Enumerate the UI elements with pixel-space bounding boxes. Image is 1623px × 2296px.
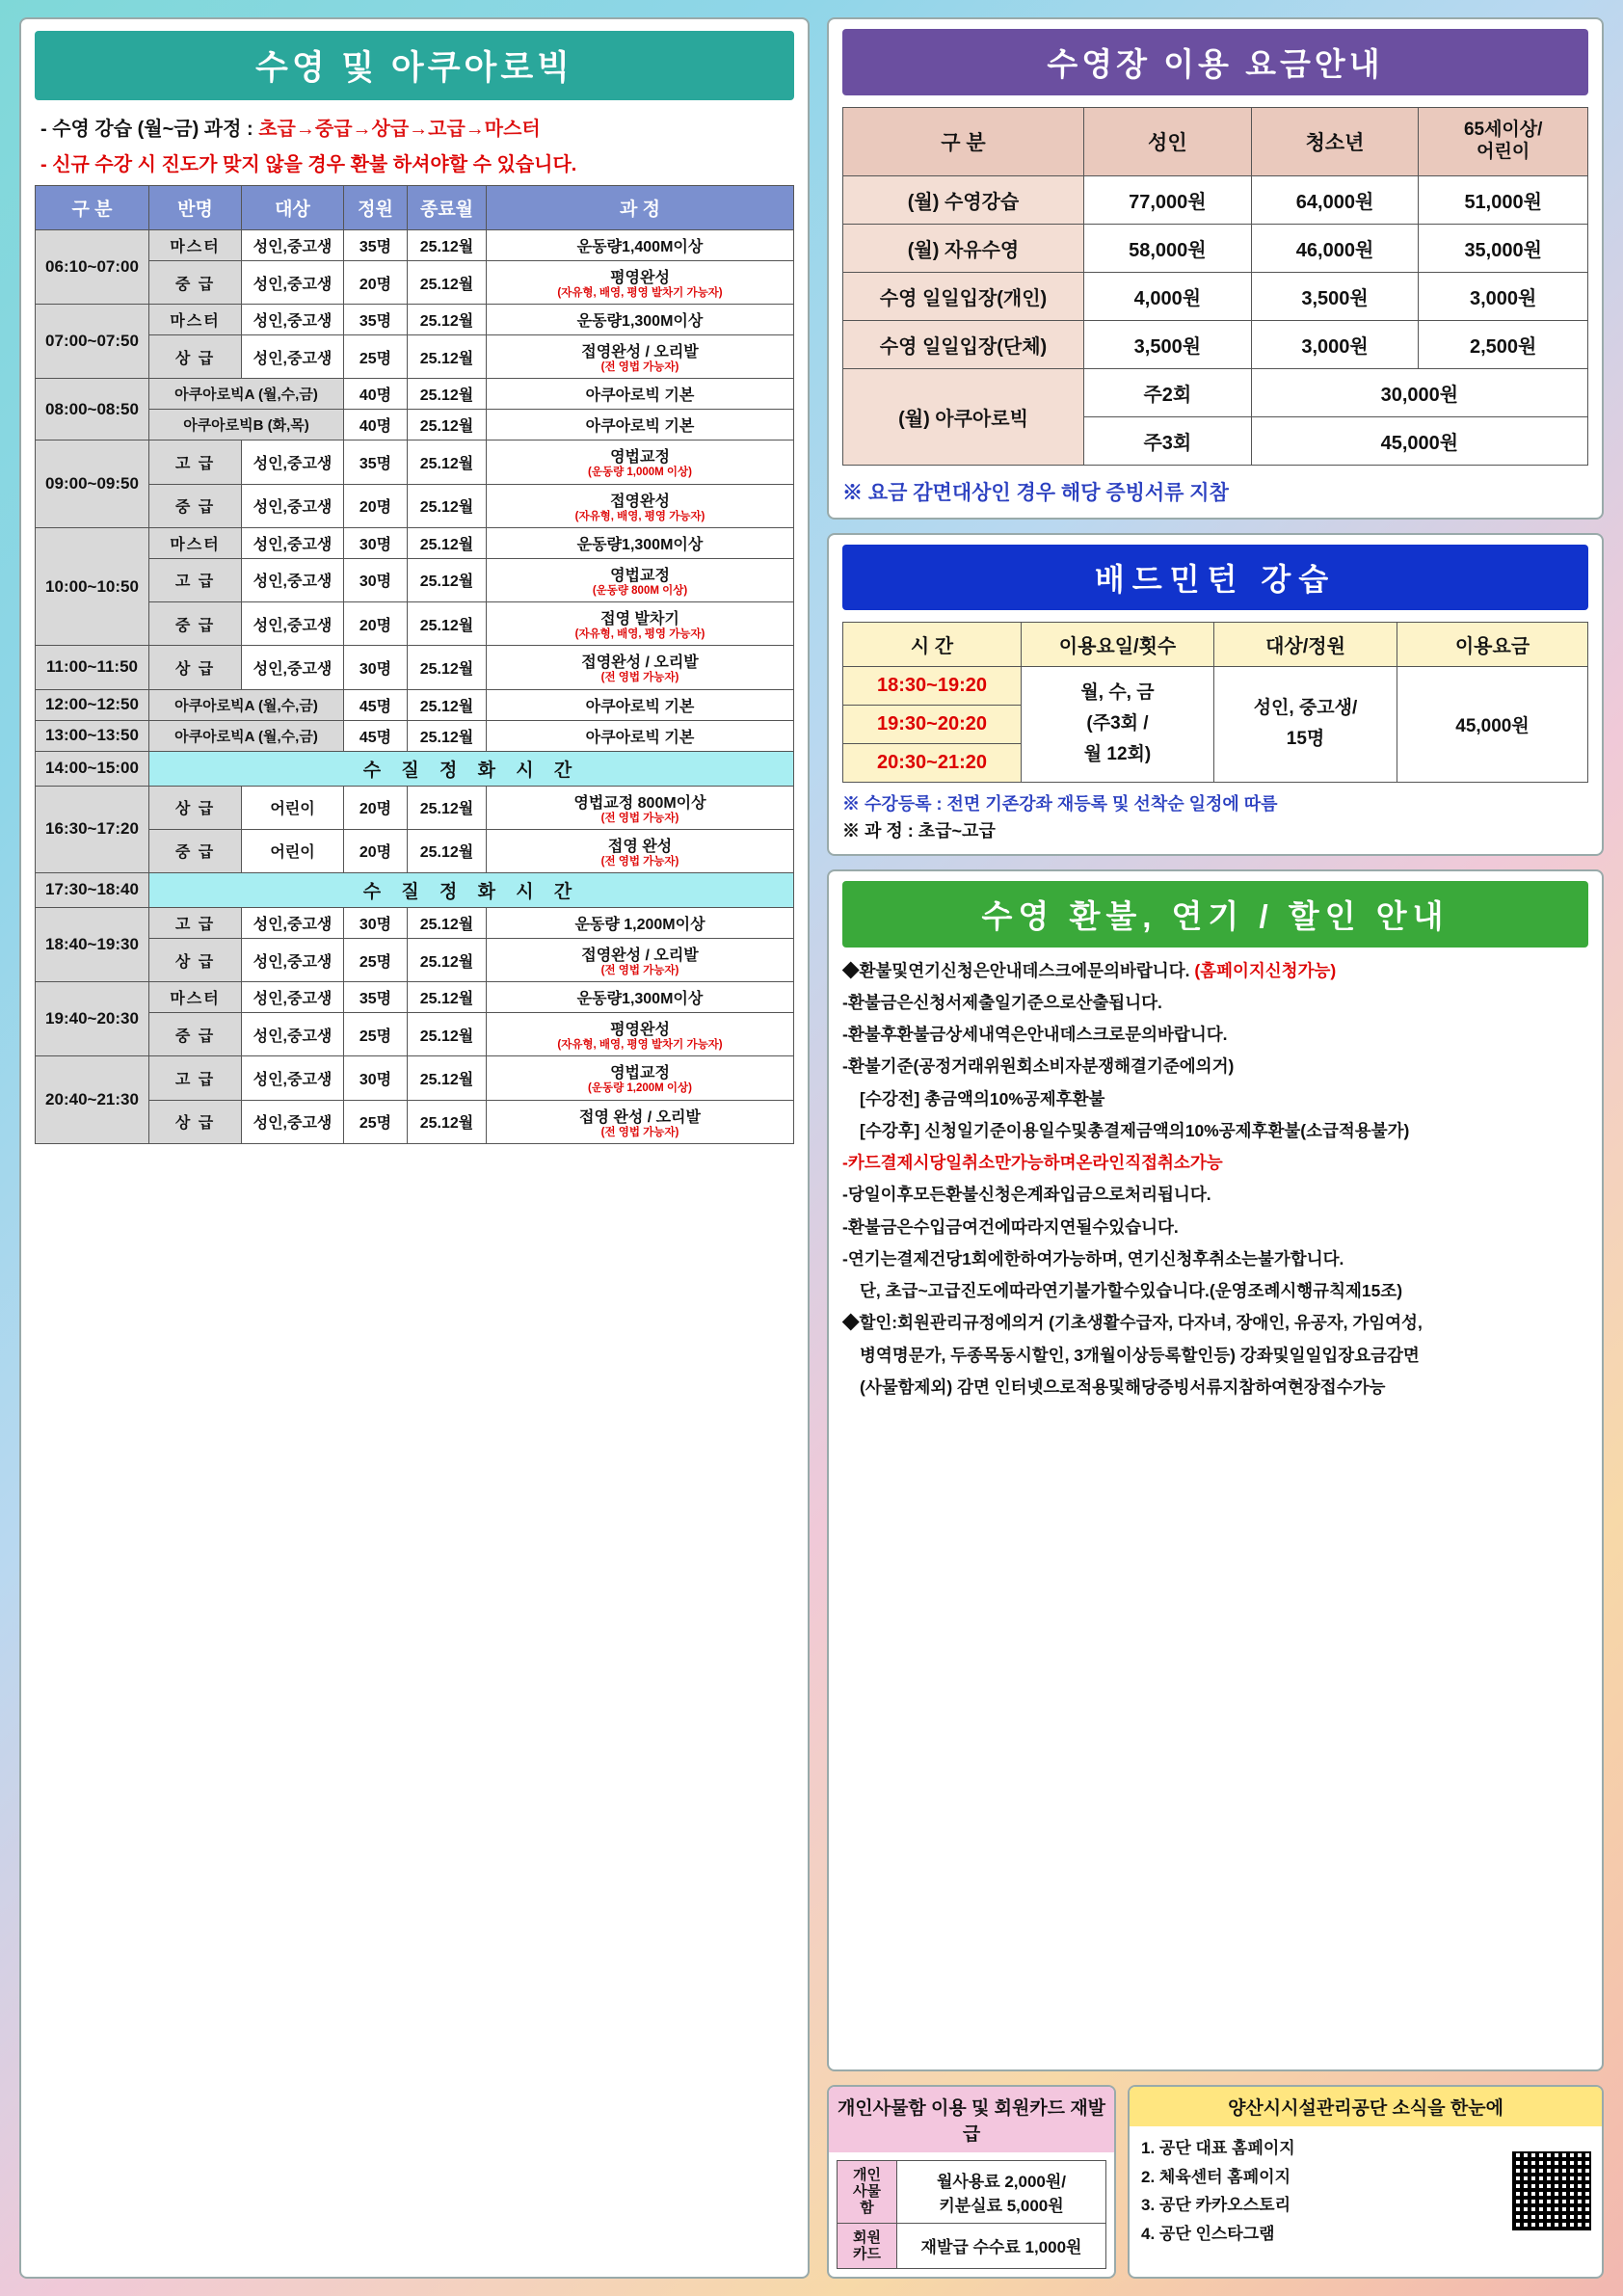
schedule-target: 어린이 [242,786,344,829]
schedule-row [36,602,794,646]
schedule-endmonth: 25.12월 [408,938,487,981]
schedule-target: 성인,중고생 [242,335,344,379]
schedule-course: 영법교정 (운동량 800M 이상) [487,558,794,601]
fee-col-adult: 성인 [1084,108,1252,176]
fee-note: ※ 요금 감면대상인 경우 해당 증빙서류 지참 [842,481,1229,504]
bad-col-days: 이용요일/횟수 [1022,622,1214,666]
schedule-class: 중 급 [149,1013,242,1056]
refund-line: [수강전] 총금액의10%공제후환불 [860,1088,1105,1108]
schedule-time: 06:10~07:00 [36,230,149,305]
schedule-row [36,1100,794,1143]
fee-cell-adult: 58,000원 [1084,224,1252,272]
schedule-course: 운동량1,300M이상 [487,982,794,1013]
schedule-time: 18:40~19:30 [36,907,149,981]
schedule-course: 접영완성 / 오리발 (전 영법 가능자) [487,335,794,379]
locker-row [838,2223,1106,2269]
schedule-row [36,230,794,261]
schedule-capacity: 30명 [344,558,408,601]
schedule-row [36,484,794,527]
schedule-row [36,1056,794,1100]
course-order-note [40,113,792,141]
col-capacity: 정원 [344,186,408,230]
schedule-class: 중 급 [149,261,242,305]
schedule-course: 영법교정 (운동량 1,200M 이상) [487,1056,794,1100]
schedule-class: 아쿠아로빅A (월,수,금) [149,689,344,720]
schedule-time: 09:00~09:50 [36,441,149,527]
refund-line: -당일이후모든환불신청은계좌입금으로처리됩니다. [842,1185,1211,1205]
locker-key-card: 회원 카드 [838,2223,897,2269]
badminton-title: 배드민턴 강습 [842,545,1588,610]
schedule-class: 중 급 [149,602,242,646]
schedule-course-sub: (전 영법 가능자) [600,964,679,976]
bad-time-2: 19:30~20:20 [843,705,1022,743]
fee-cell-youth: 3,500원 [1251,272,1419,320]
schedule-capacity: 25명 [344,1013,408,1056]
course-order-prefix: - 수영 강습 (월~금) 과정 : [40,119,259,140]
schedule-course: 아쿠아로빅 기본 [487,410,794,441]
schedule-row [36,335,794,379]
col-class: 반명 [149,186,242,230]
badminton-panel [827,533,1604,856]
refund-line: (사물함제외) 감면 인터넷으로적용및해당증빙서류지참하여현장접수가능 [860,1376,1386,1397]
bad-price: 45,000원 [1397,666,1588,782]
news-box [1128,2085,1604,2279]
swim-schedule-panel [19,17,810,2279]
schedule-row [36,829,794,872]
schedule-target: 성인,중고생 [242,938,344,981]
schedule-course: 운동량1,300M이상 [487,527,794,558]
schedule-endmonth: 25.12월 [408,646,487,689]
fee-cell-aqua-price: 45,000원 [1251,416,1587,465]
schedule-endmonth: 25.12월 [408,720,487,751]
locker-table [837,2160,1106,2269]
schedule-target: 성인,중고생 [242,1013,344,1056]
schedule-row [36,527,794,558]
fee-cell-label: (월) 수영강습 [843,175,1084,224]
news-title: 양산시시설관리공단 소식을 한눈에 [1130,2087,1602,2126]
fee-cell-label: 수영 일일입장(개인) [843,272,1084,320]
schedule-capacity: 25명 [344,335,408,379]
schedule-class: 마스터 [149,230,242,261]
fee-cell-aqua-label: (월) 아쿠아로빅 [843,368,1084,465]
fee-panel [827,17,1604,520]
schedule-class: 고 급 [149,558,242,601]
schedule-target: 성인,중고생 [242,646,344,689]
badminton-row [843,666,1588,705]
schedule-target: 성인,중고생 [242,982,344,1013]
schedule-capacity: 20명 [344,786,408,829]
schedule-endmonth: 25.12월 [408,907,487,938]
schedule-target: 성인,중고생 [242,441,344,484]
schedule-course: 운동량1,300M이상 [487,305,794,335]
bad-days [1022,666,1214,782]
col-time: 구 분 [36,186,149,230]
fee-cell-adult: 77,000원 [1084,175,1252,224]
schedule-course-sub: (전 영법 가능자) [600,1126,679,1138]
fee-row [843,175,1588,224]
schedule-course: 아쿠아로빅 기본 [487,689,794,720]
schedule-course: 영법교정 800M이상 (전 영법 가능자) [487,786,794,829]
schedule-class: 상 급 [149,938,242,981]
schedule-course: 평영완성 (자유형, 배영, 평영 발차기 가능자) [487,1013,794,1056]
schedule-endmonth: 25.12월 [408,527,487,558]
fee-row [843,224,1588,272]
schedule-class: 상 급 [149,335,242,379]
schedule-row [36,305,794,335]
fee-header-row [843,108,1588,176]
water-purification-cell: 수 질 정 화 시 간 [149,872,794,907]
new-student-warning: - 신규 수강 시 진도가 맞지 않을 경우 환불 하셔야할 수 있습니다. [40,154,577,175]
schedule-class: 아쿠아로빅A (월,수,금) [149,379,344,410]
schedule-course-sub: (운동량 800M 이상) [592,584,688,597]
schedule-course: 접영완성 / 오리발 (전 영법 가능자) [487,646,794,689]
schedule-target: 성인,중고생 [242,907,344,938]
bad-col-time: 시 간 [843,622,1022,666]
schedule-course-sub: (전 영법 가능자) [600,812,679,824]
fee-row-aqua [843,368,1588,416]
schedule-row [36,907,794,938]
schedule-capacity: 35명 [344,982,408,1013]
schedule-time: 07:00~07:50 [36,305,149,379]
col-endmonth: 종료월 [408,186,487,230]
schedule-row [36,938,794,981]
refund-line-highlight: (홈페이지신청가능) [1189,960,1337,980]
refund-line: 병역명문가, 두종목동시할인, 3개월이상등록할인등) 강좌및일일입장요금감면 [860,1345,1420,1365]
locker-key-personal: 개인 사물 함 [838,2160,897,2223]
schedule-class: 고 급 [149,1056,242,1100]
schedule-course-sub: (운동량 1,200M 이상) [588,1082,692,1095]
fee-row [843,272,1588,320]
bad-days-l2: (주3회 / [1086,712,1149,734]
schedule-row [36,558,794,601]
news-item[interactable]: 3. 공단 카카오스토리 [1141,2196,1290,2215]
schedule-capacity: 30명 [344,1056,408,1100]
schedule-endmonth: 25.12월 [408,261,487,305]
schedule-target: 성인,중고생 [242,1056,344,1100]
schedule-time: 11:00~11:50 [36,646,149,689]
water-purification-cell: 수 질 정 화 시 간 [149,751,794,786]
schedule-capacity: 30명 [344,646,408,689]
schedule-course: 영법교정 (운동량 1,000M 이상) [487,441,794,484]
fee-cell-label: (월) 자유수영 [843,224,1084,272]
schedule-time: 10:00~10:50 [36,527,149,645]
bad-time-1: 18:30~19:20 [843,666,1022,705]
schedule-capacity: 45명 [344,689,408,720]
schedule-course: 접영 완성 / 오리발 (전 영법 가능자) [487,1100,794,1143]
schedule-class: 고 급 [149,441,242,484]
fee-title: 수영장 이용 요금안내 [842,29,1588,95]
schedule-course-sub: (운동량 1,000M 이상) [588,467,692,479]
swim-schedule-title: 수영 및 아쿠아로빅 [35,31,794,100]
schedule-capacity: 20명 [344,261,408,305]
schedule-row [36,751,794,786]
schedule-course: 접영 발차기 (자유형, 배영, 평영 가능자) [487,602,794,646]
refund-line: -환불기준(공정거래위원회소비자분쟁해결기준에의거) [842,1056,1235,1077]
schedule-class: 마스터 [149,982,242,1013]
schedule-endmonth: 25.12월 [408,982,487,1013]
schedule-target: 성인,중고생 [242,230,344,261]
schedule-endmonth: 25.12월 [408,441,487,484]
fee-cell-youth: 64,000원 [1251,175,1419,224]
schedule-endmonth: 25.12월 [408,829,487,872]
schedule-course-sub: (자유형, 배영, 평영 발차기 가능자) [557,1039,723,1052]
news-item[interactable]: 2. 체육센터 홈페이지 [1141,2167,1290,2186]
schedule-time: 20:40~21:30 [36,1056,149,1143]
fee-cell-aqua-price: 30,000원 [1251,368,1587,416]
schedule-endmonth: 25.12월 [408,1100,487,1143]
badminton-note-1: ※ 수강등록 : 전면 기존강좌 재등록 및 선착순 일정에 따름 [842,793,1278,814]
schedule-time: 13:00~13:50 [36,720,149,751]
locker-title: 개인사물함 이용 및 회원카드 재발급 [829,2087,1114,2152]
schedule-capacity: 20명 [344,602,408,646]
fee-cell-senior: 3,000원 [1419,272,1588,320]
schedule-capacity: 35명 [344,305,408,335]
refund-title: 수영 환불, 연기 / 할인 안내 [842,881,1588,948]
schedule-row [36,982,794,1013]
col-course: 과 정 [487,186,794,230]
bad-col-price: 이용요금 [1397,622,1588,666]
schedule-time: 19:40~20:30 [36,982,149,1056]
schedule-capacity: 30명 [344,527,408,558]
schedule-target: 성인,중고생 [242,558,344,601]
refund-line: -연기는결제건당1회에한하여가능하며, 연기신청후취소는불가합니다. [842,1248,1344,1268]
left-column [19,17,810,2279]
schedule-row [36,720,794,751]
schedule-target: 성인,중고생 [242,261,344,305]
schedule-capacity: 25명 [344,938,408,981]
schedule-course-sub: (전 영법 가능자) [600,855,679,868]
schedule-capacity: 30명 [344,907,408,938]
refund-line: [수강후] 신청일기준이용일수및총결제금액의10%공제후환불(소급적용불가) [860,1120,1410,1140]
schedule-target: 성인,중고생 [242,527,344,558]
locker-box [827,2085,1116,2279]
schedule-course: 평영완성 (자유형, 배영, 평영 발차기 가능자) [487,261,794,305]
fee-col-youth: 청소년 [1251,108,1419,176]
schedule-class: 마스터 [149,527,242,558]
schedule-time: 12:00~12:50 [36,689,149,720]
schedule-class: 아쿠아로빅B (화,목) [149,410,344,441]
schedule-row [36,689,794,720]
course-order-levels: 초급→중급→상급→고급→마스터 [258,119,541,140]
refund-panel [827,869,1604,2071]
schedule-class: 아쿠아로빅A (월,수,금) [149,720,344,751]
schedule-capacity: 35명 [344,230,408,261]
schedule-table [35,185,794,1144]
schedule-endmonth: 25.12월 [408,1013,487,1056]
schedule-course: 운동량1,400M이상 [487,230,794,261]
schedule-capacity: 40명 [344,379,408,410]
schedule-endmonth: 25.12월 [408,335,487,379]
locker-val-card: 재발급 수수료 1,000원 [897,2223,1106,2269]
schedule-class: 상 급 [149,786,242,829]
badminton-header-row [843,622,1588,666]
bottom-boxes [827,2085,1604,2279]
schedule-row [36,441,794,484]
schedule-time: 16:30~17:20 [36,786,149,872]
fee-cell-senior: 51,000원 [1419,175,1588,224]
schedule-time: 14:00~15:00 [36,751,149,786]
bad-col-target: 대상/정원 [1214,622,1397,666]
fee-cell-youth: 46,000원 [1251,224,1419,272]
refund-line: -환불후환불금상세내역은안내데스크로문의바랍니다. [842,1025,1228,1045]
fee-row [843,320,1588,368]
fee-cell-youth: 3,000원 [1251,320,1419,368]
bad-time-3: 20:30~21:20 [843,743,1022,782]
schedule-endmonth: 25.12월 [408,558,487,601]
refund-line: 단, 초급~고급진도에따라연기불가할수있습니다.(운영조례시행규칙제15조) [860,1281,1403,1301]
schedule-course-sub: (자유형, 배영, 평영 발차기 가능자) [557,287,723,299]
fee-cell-aqua-times: 주3회 [1084,416,1252,465]
schedule-course: 접영완성 / 오리발 (전 영법 가능자) [487,938,794,981]
schedule-course: 아쿠아로빅 기본 [487,720,794,751]
schedule-course: 접영 완성 (전 영법 가능자) [487,829,794,872]
fee-cell-label: 수영 일일입장(단체) [843,320,1084,368]
schedule-target: 어린이 [242,829,344,872]
schedule-endmonth: 25.12월 [408,410,487,441]
schedule-course-sub: (전 영법 가능자) [600,672,679,684]
fee-col-div: 구 분 [843,108,1084,176]
fee-cell-adult: 4,000원 [1084,272,1252,320]
schedule-row [36,410,794,441]
schedule-capacity: 20명 [344,829,408,872]
schedule-target: 성인,중고생 [242,484,344,527]
qr-code[interactable] [1509,2149,1594,2233]
schedule-target: 성인,중고생 [242,602,344,646]
schedule-course: 운동량 1,200M이상 [487,907,794,938]
bad-target-l1: 성인, 중고생/ [1253,697,1358,718]
refund-line: -환불금은신청서제출일기준으로산출됩니다. [842,992,1162,1012]
schedule-row [36,261,794,305]
schedule-class: 상 급 [149,1100,242,1143]
fee-table [842,107,1588,466]
news-item[interactable]: 1. 공단 대표 홈페이지 [1141,2138,1295,2157]
schedule-endmonth: 25.12월 [408,602,487,646]
schedule-row [36,1013,794,1056]
schedule-endmonth: 25.12월 [408,689,487,720]
schedule-capacity: 25명 [344,1100,408,1143]
schedule-time: 17:30~18:40 [36,872,149,907]
bad-days-l3: 월 12회) [1083,744,1152,765]
fee-cell-senior: 35,000원 [1419,224,1588,272]
bad-target [1214,666,1397,782]
fee-cell-adult: 3,500원 [1084,320,1252,368]
schedule-time: 08:00~08:50 [36,379,149,441]
schedule-row [36,872,794,907]
schedule-endmonth: 25.12월 [408,305,487,335]
schedule-class: 상 급 [149,646,242,689]
schedule-class: 중 급 [149,484,242,527]
schedule-endmonth: 25.12월 [408,379,487,410]
schedule-course: 아쿠아로빅 기본 [487,379,794,410]
schedule-endmonth: 25.12월 [408,484,487,527]
schedule-target: 성인,중고생 [242,305,344,335]
bad-days-l1: 월, 수, 금 [1080,681,1155,703]
refund-line: ◆할인:회원관리규정에의거 (기초생활수급자, 다자녀, 장애인, 유공자, 가임여성, [842,1313,1423,1333]
badminton-table [842,622,1588,783]
locker-row [838,2160,1106,2223]
locker-val-personal: 월사용료 2,000원/ 키분실료 5,000원 [897,2160,1106,2223]
col-target: 대상 [242,186,344,230]
bad-target-l2: 15명 [1286,729,1325,750]
badminton-note-2: ※ 과 정 : 초급~고급 [842,820,996,841]
schedule-course: 접영완성 (자유형, 배영, 평영 가능자) [487,484,794,527]
fee-cell-senior: 2,500원 [1419,320,1588,368]
schedule-header-row [36,186,794,230]
news-item[interactable]: 4. 공단 인스타그램 [1141,2225,1275,2243]
schedule-course-sub: (전 영법 가능자) [600,361,679,374]
schedule-course-sub: (자유형, 배영, 평영 가능자) [574,510,705,522]
schedule-target: 성인,중고생 [242,1100,344,1143]
schedule-endmonth: 25.12월 [408,230,487,261]
schedule-row [36,379,794,410]
refund-line: -카드결제시당일취소만가능하며온라인직접취소가능 [842,1153,1223,1173]
schedule-capacity: 35명 [344,441,408,484]
refund-line: ◆환불및연기신청은안내데스크에문의바랍니다. (홈페이지신청가능) [842,960,1337,980]
refund-line: -환불금은수입금여건에따라지연될수있습니다. [842,1216,1179,1237]
schedule-capacity: 45명 [344,720,408,751]
schedule-row [36,786,794,829]
schedule-endmonth: 25.12월 [408,1056,487,1100]
right-column [827,17,1604,2279]
schedule-capacity: 40명 [344,410,408,441]
fee-col-senior: 65세이상/ 어린이 [1419,108,1588,176]
schedule-course-sub: (자유형, 배영, 평영 가능자) [574,628,705,641]
schedule-capacity: 20명 [344,484,408,527]
fee-cell-aqua-times: 주2회 [1084,368,1252,416]
schedule-class: 고 급 [149,907,242,938]
schedule-endmonth: 25.12월 [408,786,487,829]
schedule-class: 중 급 [149,829,242,872]
schedule-class: 마스터 [149,305,242,335]
schedule-row [36,646,794,689]
